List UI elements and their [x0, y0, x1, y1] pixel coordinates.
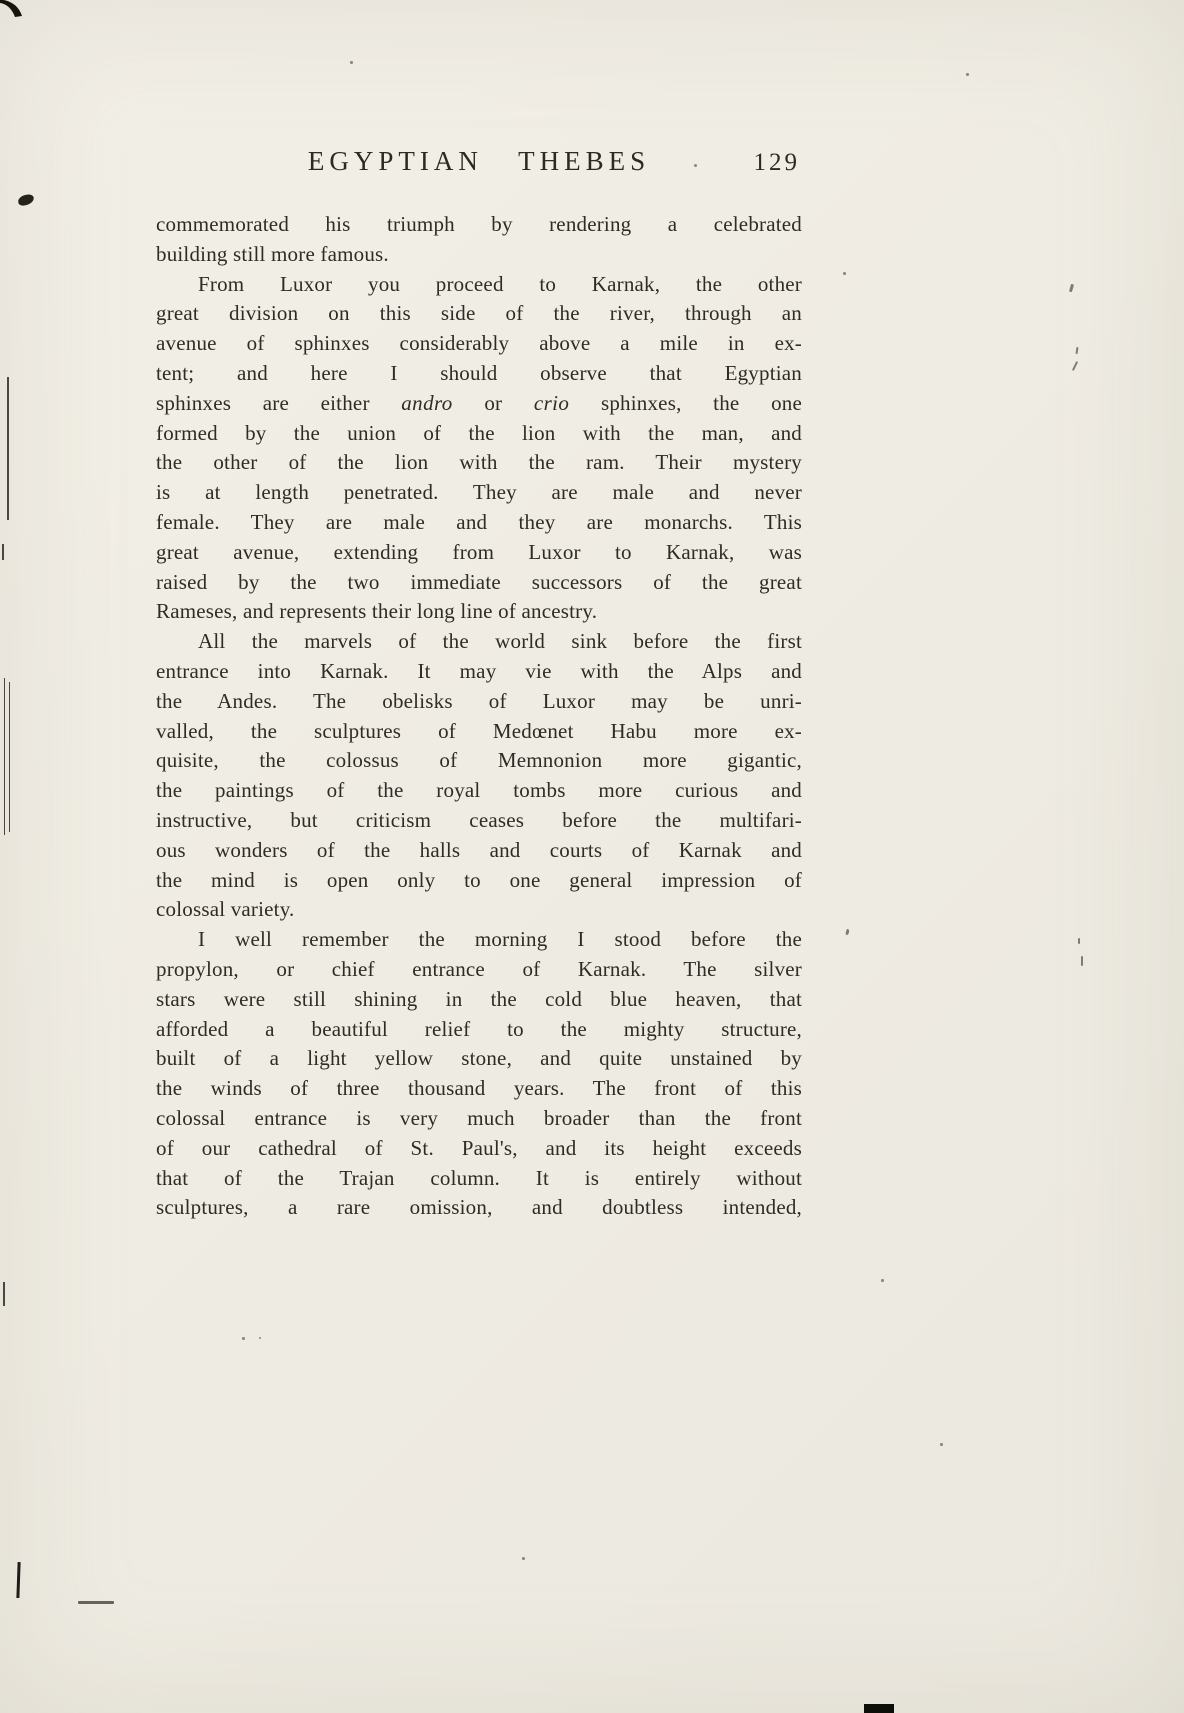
margin-tick	[1081, 956, 1083, 966]
text-line: raised by the two immediate successors of the great	[156, 569, 802, 594]
speck	[843, 272, 846, 275]
paragraph	[156, 270, 802, 628]
text-line: the winds of three thousand years. The front of this	[156, 1076, 802, 1101]
text-line: the Andes. The obelisks of Luxor may be unri-	[156, 688, 802, 713]
page-header	[156, 146, 802, 184]
running-head-title: EGYPTIAN THEBES	[307, 146, 651, 176]
text-line: avenue of sphinxes considerably above a mile in ex-	[156, 331, 802, 356]
text-line: valled, the sculptures of Medœnet Habu more ex-	[156, 718, 802, 743]
text-line: sculptures, a rare omission, and doubtless intended,	[156, 1195, 802, 1220]
italic-term: crio	[533, 390, 570, 415]
text-line: female. They are male and they are monarchs. This	[156, 509, 802, 534]
margin-dash	[78, 1601, 114, 1604]
text-line: afforded a beautiful relief to the mighty structure,	[156, 1016, 802, 1041]
text-line: quisite, the colossus of Memnonion more gigantic,	[156, 748, 802, 773]
text-line: propylon, or chief entrance of Karnak. The silver	[156, 956, 802, 981]
text-line: of our cathedral of St. Paul's, and its height exceeds	[156, 1135, 802, 1160]
text-line: colossal variety.	[156, 897, 295, 922]
body-text	[156, 210, 802, 1223]
scan-line	[3, 1282, 5, 1306]
scan-line	[2, 544, 4, 560]
text-segment: sphinxes, the one	[569, 390, 802, 415]
text-line: is at length penetrated. They are male and never	[156, 480, 802, 505]
text-line	[156, 389, 802, 419]
text-line: colossal entrance is very much broader than the front	[156, 1105, 802, 1130]
text-line: Rameses, and represents their long line of ancestry.	[156, 599, 598, 624]
text-line: the other of the lion with the ram. Their mystery	[156, 450, 802, 475]
text-line: instructive, but criticism ceases before the multifari-	[156, 807, 802, 832]
margin-l-mark	[16, 1562, 20, 1598]
margin-tick	[1076, 347, 1079, 354]
text-line: the paintings of the royal tombs more curious and	[156, 778, 802, 803]
text-line: built of a light yellow stone, and quite unstained by	[156, 1046, 802, 1071]
margin-tick	[845, 929, 849, 935]
text-line: commemorated his triumph by rendering a celebrated	[156, 212, 802, 236]
margin-ink-blob	[17, 193, 35, 207]
paragraph	[156, 627, 802, 925]
speck	[350, 61, 353, 64]
scan-line	[4, 678, 5, 835]
speck	[242, 1337, 245, 1340]
scan-line	[9, 682, 10, 832]
text-line: formed by the union of the lion with the man, and	[156, 420, 802, 445]
italic-term: andro	[401, 390, 453, 415]
bottom-ink-bar	[864, 1704, 894, 1713]
text-line: From Luxor you proceed to Karnak, the other	[198, 271, 802, 296]
speck	[940, 1443, 943, 1446]
text-line: All the marvels of the world sink before the first	[198, 629, 802, 654]
page-number: 129	[753, 149, 800, 176]
margin-tick	[1069, 284, 1074, 292]
text-line: stars were still shining in the cold blue heaven, that	[156, 986, 802, 1011]
paragraph	[156, 925, 802, 1223]
text-line: entrance into Karnak. It may vie with the Alps and	[156, 658, 802, 683]
text-line: that of the Trajan column. It is entirely without	[156, 1165, 802, 1190]
text-line: great avenue, extending from Luxor to Karnak, was	[156, 539, 802, 564]
text-line: great division on this side of the river, through an	[156, 301, 802, 326]
text-segment: or	[452, 390, 534, 415]
text-segment: sphinxes are either	[156, 390, 402, 415]
scan-line	[7, 377, 9, 520]
speck	[522, 1557, 525, 1560]
text-line: building still more famous.	[156, 241, 389, 266]
speck	[259, 1337, 261, 1339]
paragraph	[156, 210, 802, 270]
corner-ink-mark	[0, 0, 26, 18]
speck	[966, 73, 969, 76]
text-line: I well remember the morning I stood before the	[198, 927, 802, 952]
text-line: tent; and here I should observe that Egyptian	[156, 360, 802, 385]
speck	[881, 1279, 884, 1282]
text-line: the mind is open only to one general impression of	[156, 867, 802, 892]
text-line: ous wonders of the halls and courts of Karnak and	[156, 837, 802, 862]
margin-tick	[1078, 938, 1080, 944]
margin-tick	[1072, 361, 1078, 371]
